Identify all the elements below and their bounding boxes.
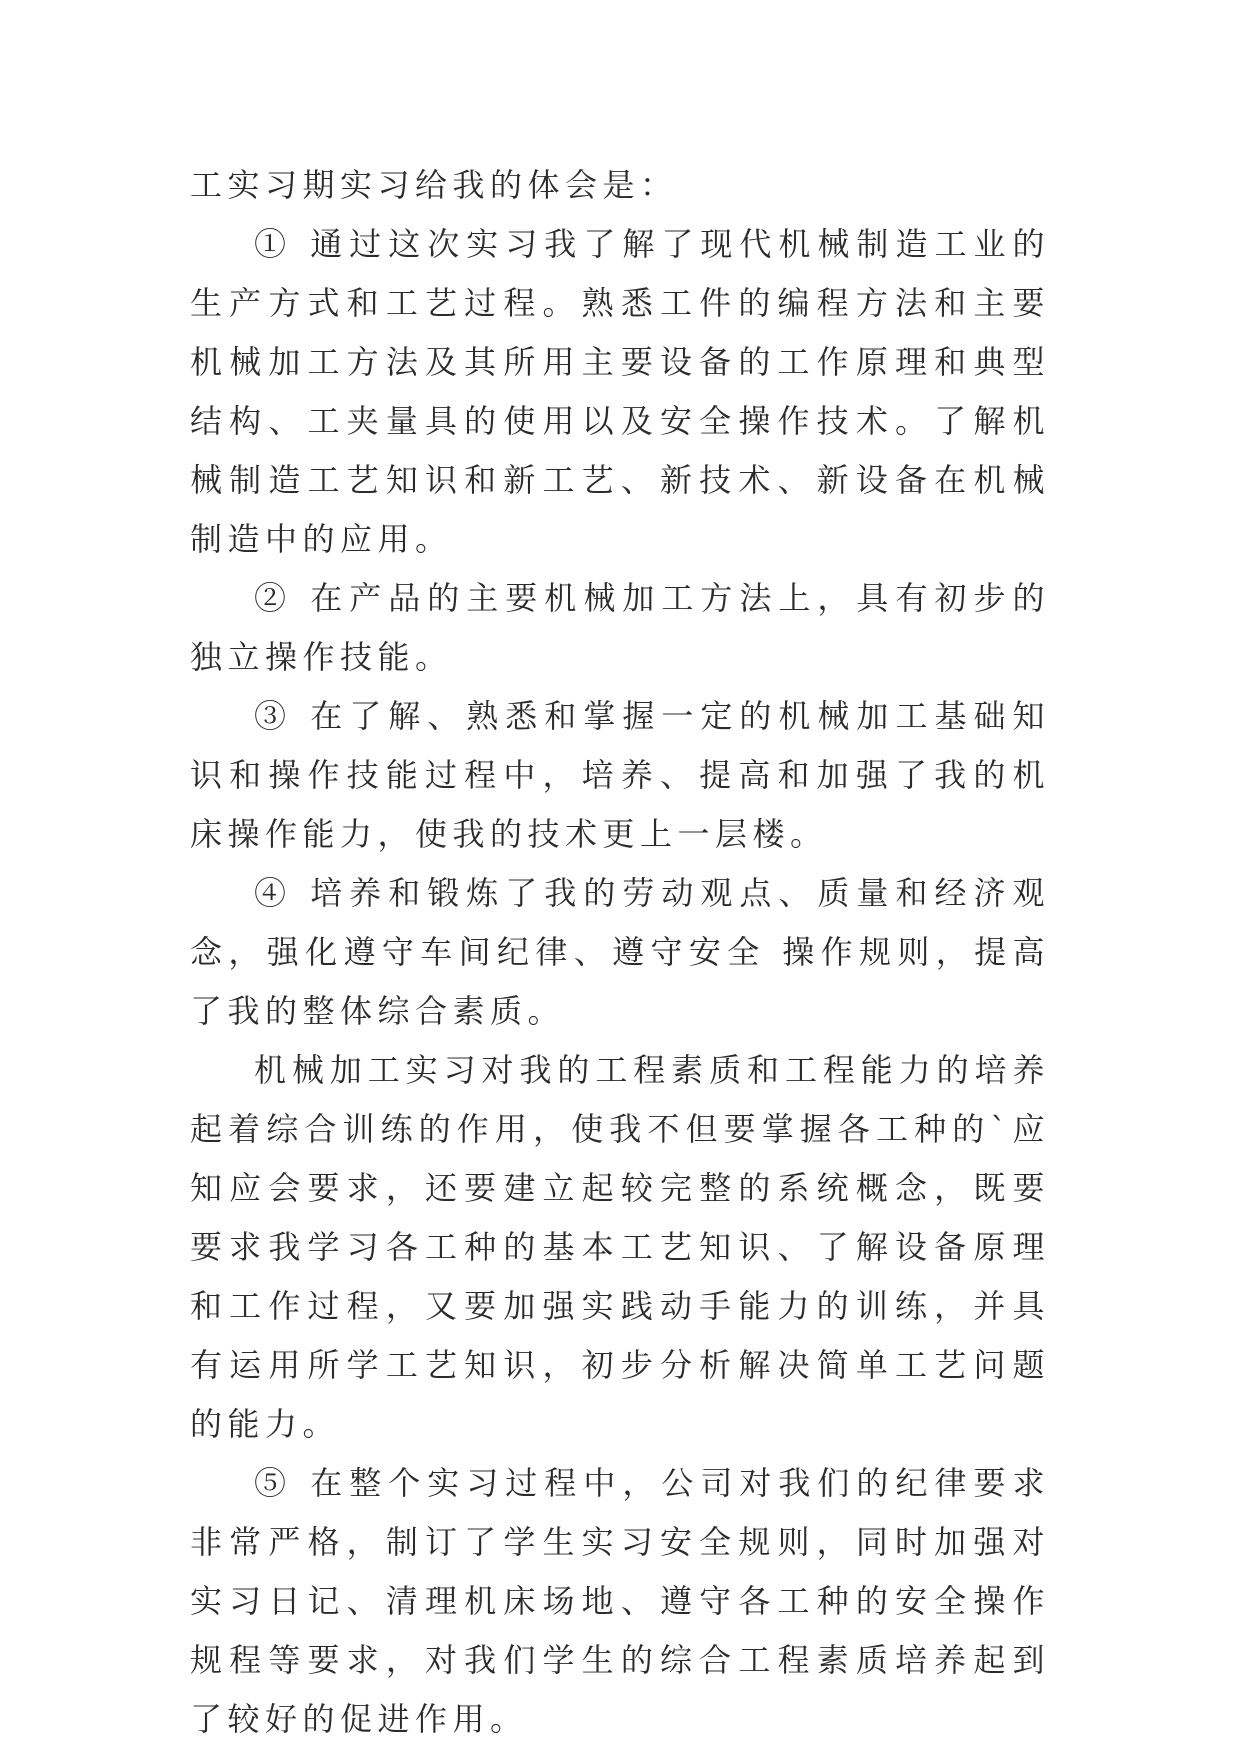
paragraph-intro: 工实习期实习给我的体会是： — [190, 166, 678, 204]
paragraph-item-1: ① 通过这次实习我了解了现代机械制造工业的生产方式和工艺过程。熟悉工件的编程方法和主要机械加工方法及其所用主要设备的工作原理和典型结构、工夹量具的使用以及安全操作技术。了解机械制造工艺知识和新工艺、新技术、新设备在机械制造中的应用。 — [190, 225, 1050, 558]
paragraph-summary: 机械加工实习对我的工程素质和工程能力的培养起着综合训练的作用，使我不但要掌握各工种的`应知应会要求，还要建立起较完整的系统概念，既要要求我学习各工种的基本工艺知识、了解设备原理和工作过程，又要加强实践动手能力的训练，并具有运用所学工艺知识，初步分析解决简单工艺问题的能力。 — [190, 1051, 1050, 1443]
paragraph-item-5: ⑤ 在整个实习过程中，公司对我们的纪律要求非常严格，制订了学生实习安全规则，同时加强对实习日记、清理机床场地、遵守各工种的安全操作规程等要求，对我们学生的综合工程素质培养起到了较好的促进作用。 — [190, 1464, 1050, 1738]
paragraph-item-4: ④ 培养和锻炼了我的劳动观点、质量和经济观念，强化遵守车间纪律、遵守安全 操作规则，提高了我的整体综合素质。 — [190, 874, 1050, 1030]
document-body — [190, 156, 1050, 1749]
paragraph-item-2: ② 在产品的主要机械加工方法上，具有初步的独立操作技能。 — [190, 579, 1050, 676]
paragraph-item-3: ③ 在了解、熟悉和掌握一定的机械加工基础知识和操作技能过程中，培养、提高和加强了我的机床操作能力，使我的技术更上一层楼。 — [190, 697, 1050, 853]
